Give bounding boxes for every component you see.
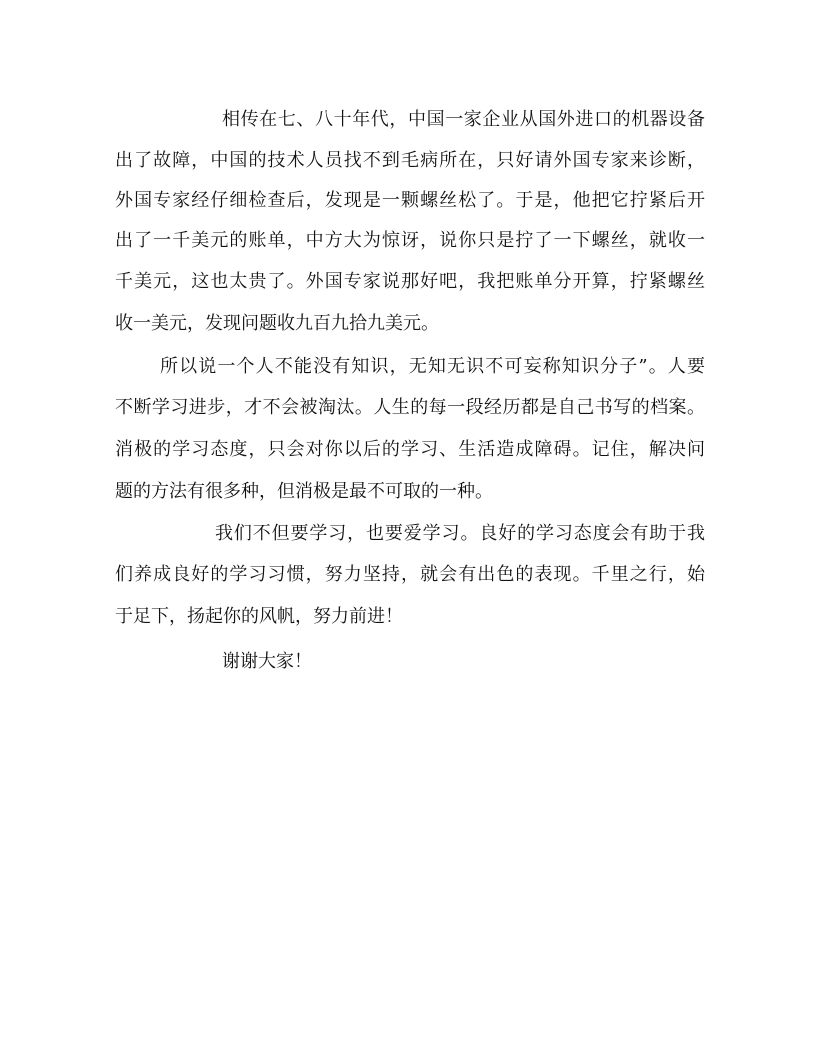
paragraph-3-line-3: 于足下，扬起你的风帆，努力前进！ bbox=[115, 606, 403, 627]
paragraph-1-line-6: 收一美元，发现问题收九百九拾九美元。 bbox=[115, 313, 439, 334]
paragraph-1-line-5: 千美元，这也太贵了。外国专家说那好吧，我把账单分开算，拧紧螺丝 bbox=[115, 271, 705, 292]
closing-text: 谢谢大家！ bbox=[222, 651, 312, 672]
paragraph-1-line-4: 出了一千美元的账单，中方大为惊讶，说你只是拧了一下螺丝，就收一 bbox=[115, 230, 705, 251]
paragraph-3-line-2: 们养成良好的学习习惯，努力坚持，就会有出色的表现。千里之行，始 bbox=[115, 564, 705, 585]
paragraph-1-line-3: 外国专家经仔细检查后，发现是一颗螺丝松了。于是，他把它拧紧后开 bbox=[115, 190, 705, 211]
paragraph-2-line-2: 不断学习进步，才不会被淘汰。人生的每一段经历都是自己书写的档案。 bbox=[115, 397, 705, 418]
paragraph-1-line-1: 相传在七、八十年代，中国一家企业从国外进口的机器设备 bbox=[222, 109, 705, 130]
paragraph-3-line-1: 我们不但要学习，也要爱学习。良好的学习态度会有助于我 bbox=[215, 523, 705, 544]
paragraph-1-line-2: 出了故障，中国的技术人员找不到毛病所在，只好请外国专家来诊断， bbox=[115, 150, 705, 171]
paragraph-2-line-1: 所以说一个人不能没有知识，无知无识不可妄称知识分子”。人要 bbox=[160, 356, 705, 377]
paragraph-2-line-4: 题的方法有很多种，但消极是最不可取的一种。 bbox=[115, 481, 493, 502]
paragraph-2-line-3: 消极的学习态度，只会对你以后的学习、生活造成障碍。记住，解决问 bbox=[115, 439, 705, 460]
